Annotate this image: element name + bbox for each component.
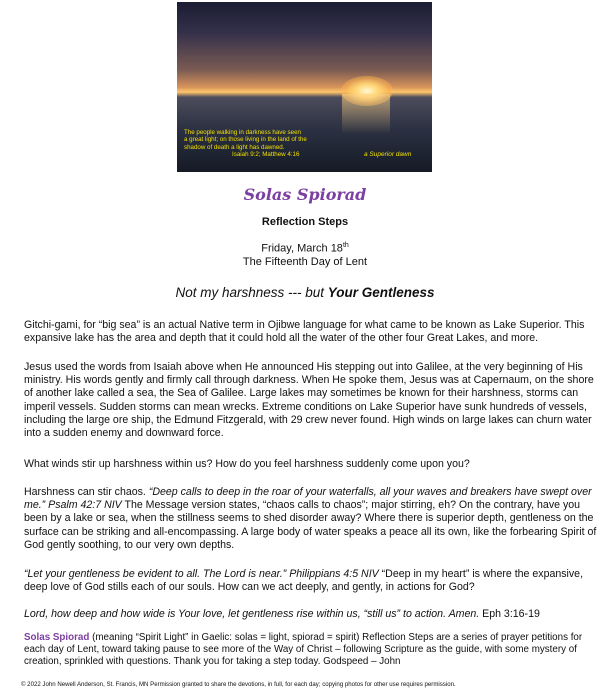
scripture-quote: “Deep calls to deep in the roar of your waterfalls, all your waves and breakers have swept over me.” Psalm 42:7 NIV <box>24 486 592 512</box>
closing-note <box>24 632 599 669</box>
date-line <box>0 242 610 255</box>
paragraph-jesus-words: Jesus used the words from Isaiah above when He announced His stepping out into Galilee, at the very beginning of His ministry. His words gently and firmly call through darkness. When He spoke them, Jesus was at Capernaum, on the shore of another lake called a sea, the Sea of Galilee. Large lakes may sometimes be known for their harshness, storms can imperil vessels. Sudden storms can mean wrecks. Extreme conditions on Lake Superior have sunk hundreds of vessels, including the large ore ship, the Edmund Fitzgerald, with 29 crew never found. High winds on large lakes can churn water into a sudden enemy and downward force. <box>24 361 594 440</box>
sunrise-photo <box>177 2 432 172</box>
photo-credit: a Superior dawn <box>364 151 412 158</box>
date-text: Friday, March 18 <box>261 242 343 255</box>
headline <box>0 285 610 300</box>
closing-brand: Solas Spiorad <box>24 632 90 643</box>
paragraph-question: What winds stir up harshness within us? How do you feel harshness suddenly come upon you? <box>24 458 470 470</box>
headline-part: Not my harshness --- but <box>175 285 328 300</box>
prayer <box>24 608 599 621</box>
text-span: The Message version states, “chaos calls to chaos”; major stirring, eh? On the contrary, have you been by a lake or sea, when the stillness seems to shed disorder away? Where there is superior depth, gentleness on the surface can be striking and all-encompassing. A large body of water speaks a peace all its own, like the forbearing Spirit of God gently soothing, to our very own depths. <box>24 499 597 551</box>
lent-day: The Fifteenth Day of Lent <box>242 256 368 268</box>
subtitle: Reflection Steps <box>261 216 349 228</box>
text-span: “Deep in my heart” is where the expansive, deep love of God stills each of our souls. How can we act deeply, and gently, in actions for God? <box>24 568 584 594</box>
caption-line: The people walking in darkness have seen <box>184 129 301 136</box>
text-span: Harshness can stir chaos. <box>24 486 149 498</box>
copyright-footer: © 2022 John Newell Anderson, St. Francis, MN Permission granted to share the devotions, in full, for each day; copying photos for other use requires permission. <box>21 681 456 688</box>
caption-line: a great light; on those living in the land of the <box>184 136 307 144</box>
photo-caption <box>184 129 344 159</box>
paragraph-gentleness <box>24 568 599 594</box>
water-reflection <box>342 94 390 134</box>
date-suffix: th <box>342 242 349 249</box>
closing-text: (meaning “Spirit Light” in Gaelic: solas = light, spiorad = spirit) Reflection Steps are a series of prayer petitions for each day of Lent, toward taking pause to see more of the Way of Christ – following Scripture as the guide, with some mystery of creation, sprinkled with questions. Thank you for taking a step today. Godspeed – John <box>24 632 583 668</box>
prayer-reference: Eph 3:16-19 <box>479 608 540 620</box>
headline-emphasis: Your Gentleness <box>327 285 435 300</box>
caption-reference: Isaiah 9:2; Matthew 4:16 <box>232 151 300 159</box>
prayer-text: Lord, how deep and how wide is Your love, let gentleness rise within us, “still us” to action. Amen. <box>24 608 480 620</box>
scripture-quote: “Let your gentleness be evident to all. The Lord is near.” Philippians 4:5 NIV <box>24 568 379 580</box>
paragraph-chaos <box>24 486 599 552</box>
caption-line: shadow of death a light has dawned. <box>184 143 285 151</box>
brand-title: Solas Spiorad <box>243 185 367 204</box>
paragraph-gitchi-gami: Gitchi-gami, for “big sea” is an actual Native term in Ojibwe language for what came to be known as Lake Superior. This expansive lake has the area and depth that it could hold all the water of the other four Great Lakes, and more. <box>24 319 585 345</box>
